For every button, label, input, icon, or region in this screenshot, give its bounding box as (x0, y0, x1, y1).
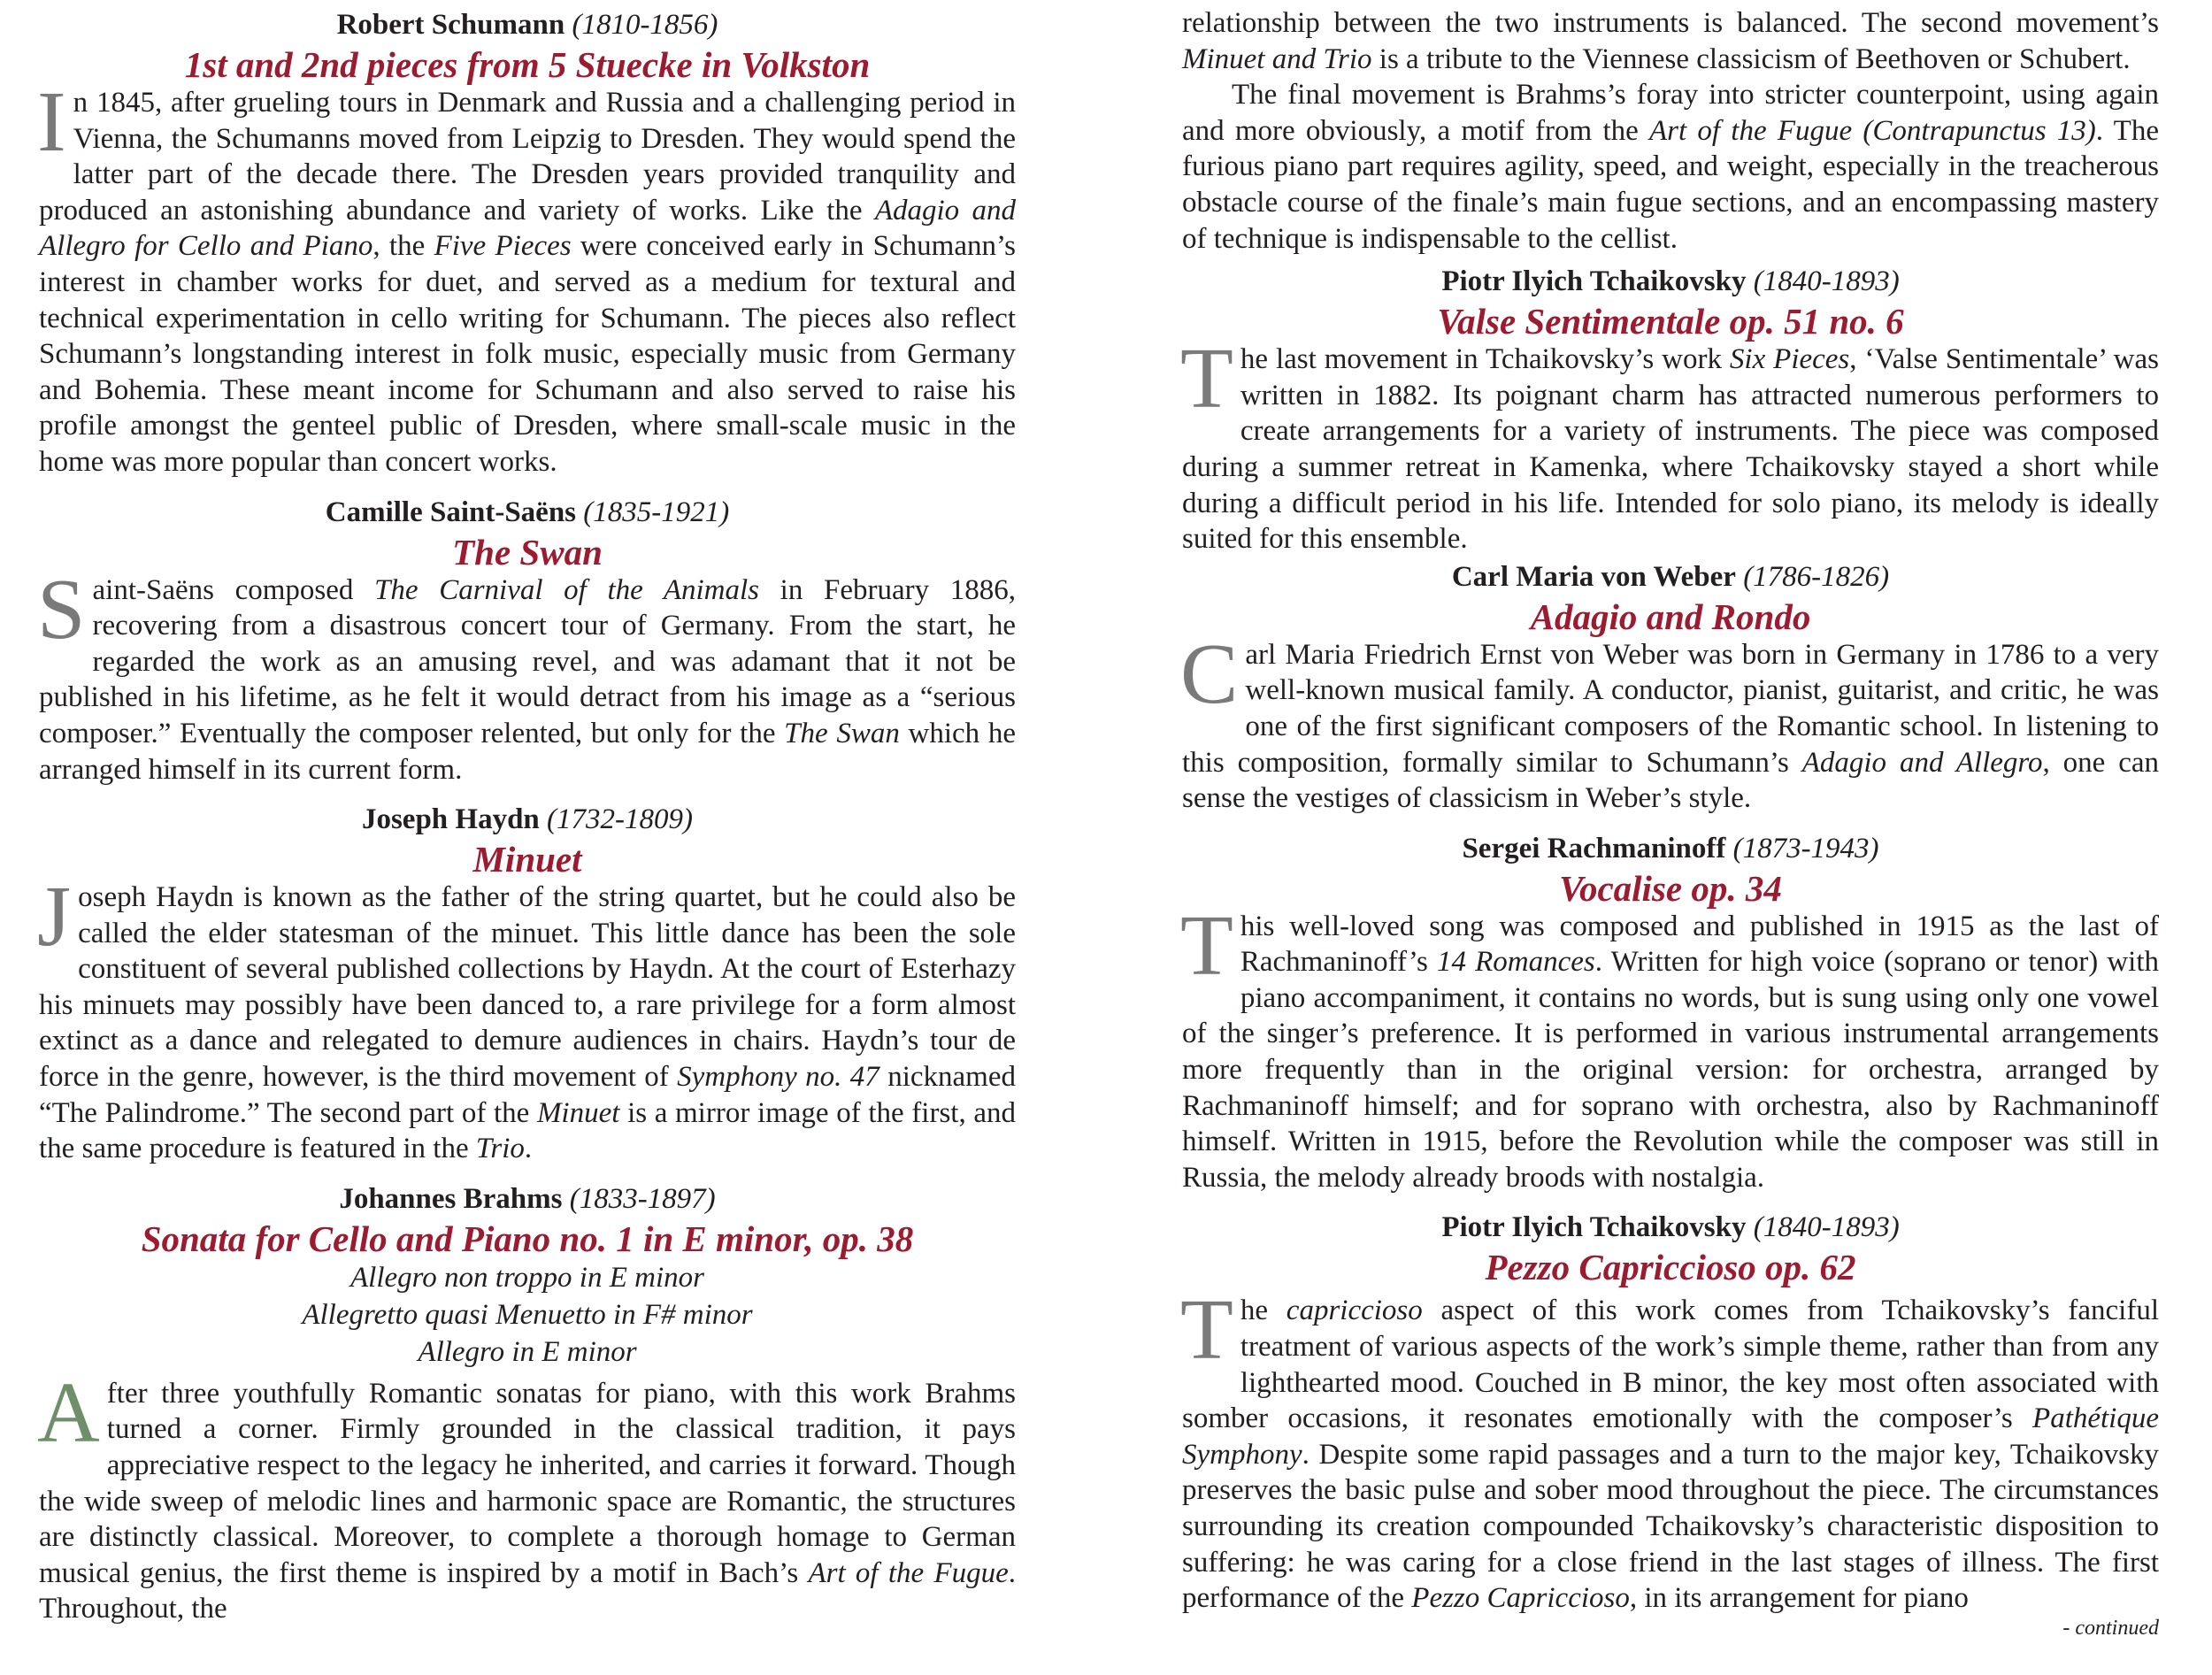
text-run: he last movement in Tchaikovsky’s work (1240, 343, 1730, 376)
composer-name: Camille Saint-Saëns (325, 496, 577, 528)
movement-3: Allegro in E minor (418, 1335, 637, 1368)
composer-heading (1182, 1208, 2159, 1247)
section-brahms-continued (1182, 5, 2159, 257)
composer-dates: (1786-1826) (1743, 560, 1890, 593)
composer-name: Johannes Brahms (339, 1182, 563, 1215)
composer-heading (39, 1179, 1016, 1218)
text-run: oseph Haydn is known as the father of the string quartet, but he could also be called the elder statesman of the minuet. This little dance has been the sole constituent of several published collections by Haydn. At the court of Esterhazy his minuets may possibly have been danced to, a rare privilege for a form almost extinct as a dance and relegated to demure audiences in chairs. Haydn’s tour de force in the genre, however, is the third movement of (39, 881, 1016, 1094)
composer-dates: (1873-1943) (1732, 832, 1879, 864)
italic-run: Five Pieces (434, 230, 572, 263)
text-run: , ‘Valse Sentimentale’ was written in 1882. Its poignant charm has attracted numerous performers to create arrangements for a variety of instruments. The piece was composed during a summer retreat in Kamenka, where Tchaikovsky stayed a short while during a difficult period in his life. Intended for solo piano, its melody is ideally suited for this ensemble. (1182, 343, 2159, 556)
piece-title: Pezzo Capriccioso op. 62 (1485, 1247, 1856, 1288)
italic-run: Trio (475, 1133, 525, 1165)
drop-cap: T (1180, 1282, 1233, 1379)
drop-cap: T (1180, 331, 1233, 427)
section-text (37, 869, 1016, 1167)
composer-name: Robert Schumann (336, 9, 565, 41)
piece-title: Sonata for Cello and Piano no. 1 in E minor, op. 38 (141, 1218, 914, 1259)
section-weber (1182, 557, 2159, 817)
text-run: . Written for high voice (soprano or tenor) with piano accompaniment, it contains no words, but is sung using only one vowel of the singer’s preference. It is performed in various instrumental arrangements more frequently than in the original version: for orchestra, arranged by Rachmaninoff himself; and for soprano with orchestra, also by Rachmaninoff himself. Written in 1915, before the Revolution while the composer was still in Russia, the melody already broods with nostalgia. (1182, 946, 2159, 1194)
italic-run: Minuet and Trio (1182, 42, 1372, 75)
section-text (37, 74, 1016, 480)
section-schumann (39, 5, 1016, 480)
drop-cap: S (37, 561, 86, 657)
text-run: he (1240, 1295, 1286, 1327)
text-run: in February 1886, recovering from a disastrous concert tour of Germany. From the start, he regarded the work as an amusing revel, and was adamant that it not be published in his lifetime, as he felt it would detract from his image as a “serious composer.” Eventually the composer relented, but only for the (39, 573, 1016, 749)
drop-cap: I (37, 74, 66, 170)
text-run: , the (373, 230, 434, 263)
section-haydn (39, 800, 1016, 1167)
italic-run: Adagio and Allegro (1801, 746, 2043, 779)
section-text (1180, 897, 2159, 1196)
italic-run: capriccioso (1286, 1295, 1423, 1327)
composer-name: Piotr Ilyich Tchaikovsky (1441, 1211, 1747, 1244)
text-run: is a tribute to the Viennese classicism of Beethoven or Schubert. (1371, 42, 2131, 75)
composer-name: Carl Maria von Weber (1451, 560, 1736, 593)
italic-run: Pezzo Capriccioso (1411, 1582, 1630, 1615)
composer-heading (1182, 557, 2159, 596)
composer-heading (1182, 262, 2159, 301)
composer-heading (39, 493, 1016, 532)
right-column (1182, 5, 2159, 1643)
text-run: . Throughout, the (39, 1556, 1016, 1625)
composer-name: Sergei Rachmaninoff (1462, 832, 1726, 864)
drop-cap: C (1180, 626, 1239, 722)
italic-run: Pathétique Symphony (1182, 1402, 2159, 1471)
composer-dates: (1810-1856) (572, 9, 718, 41)
text-run: . The furious piano part requires agility, speed, and weight, especially in the treacherous obstacle course of the finale’s main fugue sections, and an encompassing mastery of technique is indispensable to the cellist. (1182, 114, 2159, 255)
text-run: arl Maria Friedrich Ernst von Weber was born in Germany in 1786 to a very well-known musical family. A conductor, pianist, guitarist, and critic, he was one of the first significant composers of the Romantic school. In listening to this composition, formally similar to Schumann’s (1182, 638, 2159, 779)
text-run: , one can sense the vestiges of classicism in Weber’s style. (1182, 746, 2159, 815)
text-run: . Despite some rapid passages and a turn to the major key, Tchaikovsky preserves the basic pulse and sober mood throughout the piece. The circumstances surrounding its creation compounded Tchaikovsky’s characteristic disposition to suffering: he was caring for a close friend in the last stages of illness. The first performance of the (1182, 1438, 2159, 1615)
text-run: , in its arrangement for piano (1629, 1582, 1969, 1615)
composer-heading (39, 5, 1016, 44)
section-text (1180, 331, 2159, 557)
italic-run: Minuet (536, 1096, 620, 1129)
text-run: his well-loved song was composed and published in 1915 as the last of Rachmaninoff’s (1240, 910, 2159, 979)
composer-dates: (1840-1893) (1753, 265, 1900, 298)
italic-run: The Swan (784, 717, 900, 749)
italic-run: Six Pieces (1729, 343, 1850, 376)
left-column (39, 5, 1016, 1627)
text-run: n 1845, after grueling tours in Denmark and Russia and a challenging period in Vienna, the Schumanns moved from Leipzig to Dresden. They would spend the latter part of the decade there. The Dresden years provided tranquility and produced an astonishing abundance and variety of works. Like the (39, 87, 1016, 227)
piece-title: Vocalise op. 34 (1559, 867, 1782, 909)
composer-dates: (1835-1921) (583, 496, 730, 528)
drop-cap: T (1180, 897, 1233, 994)
section-saint-saens (39, 493, 1016, 788)
movement-1: Allegro non troppo in E minor (350, 1261, 704, 1294)
piece-title: Minuet (472, 839, 582, 880)
section-text (1180, 1282, 2159, 1616)
composer-dates: (1840-1893) (1753, 1211, 1900, 1244)
section-tchaikovsky-valse (1182, 262, 2159, 557)
text-run: . (524, 1133, 533, 1165)
section-text (37, 1364, 1016, 1627)
italic-run: 14 Romances (1437, 946, 1595, 979)
section-text (37, 561, 1016, 788)
section-brahms (39, 1179, 1016, 1627)
text-run: nicknamed “The Palindrome.” The second part of the (39, 1061, 1016, 1129)
section-tchaikovsky-pezzo (1182, 1208, 2159, 1642)
text-run: fter three youthfully Romantic sonatas for piano, with this work Brahms turned a corner. Firmly grounded in the classical tradition, it pays appreciative respect to the legacy he inherited, and carries it forward. Though the wide sweep of melodic lines and harmonic space are Romantic, the structures are distinctly classical. Moreover, to complete a thorough homage to German musical genius, the first theme is inspired by a motif in Bach’s (39, 1377, 1016, 1589)
continued-note: - continued (2062, 1616, 2159, 1640)
section-rachmaninoff (1182, 829, 2159, 1196)
composer-dates: (1833-1897) (569, 1182, 716, 1215)
composer-name: Piotr Ilyich Tchaikovsky (1441, 265, 1747, 298)
drop-cap: J (37, 869, 72, 965)
movement-2: Allegretto quasi Menuetto in F# minor (302, 1298, 753, 1331)
drop-cap: A (37, 1364, 100, 1461)
piece-title: 1st and 2nd pieces from 5 Stuecke in Volkston (184, 44, 871, 85)
italic-run: The Carnival of the Animals (374, 573, 760, 606)
italic-run: Art of the Fugue (Contrapunctus 13) (1649, 114, 2096, 147)
piece-title: Valse Sentimentale op. 51 no. 6 (1437, 301, 1904, 342)
text-run: aspect of this work comes from Tchaikovsky’s fanciful treatment of various aspects of the work’s simple theme, rather than from any lighthearted mood. Couched in B minor, the key most often associated with somber occasions, it resonates emotionally with the composer’s (1182, 1295, 2159, 1435)
section-text (1182, 5, 2159, 257)
italic-run: Art of the Fugue (808, 1556, 1009, 1589)
text-run: aint-Saëns composed (92, 573, 375, 606)
composer-name: Joseph Haydn (361, 803, 540, 836)
text-run: relationship between the two instruments is balanced. The second movement’s (1182, 7, 2159, 39)
text-run: is a mirror image of the first, and the same procedure is featured in the (39, 1096, 1016, 1165)
composer-heading (1182, 829, 2159, 868)
composer-heading (39, 800, 1016, 839)
text-run: were conceived early in Schumann’s interest in chamber works for duet, and served as a medium for textural and technical experimentation in cello writing for Schumann. The pieces also reflect Schumann’s longstanding interest in folk music, especially music from Germany and Bohemia. These meant income for Schumann and also served to raise his profile amongst the genteel public of Dresden, where small-scale music in the home was more popular than concert works. (39, 230, 1016, 478)
text-run: which he arranged himself in its current form. (39, 717, 1016, 786)
section-text (1180, 626, 2159, 817)
piece-title: Adagio and Rondo (1530, 595, 1811, 637)
text-run: The final movement is Brahms’s foray into stricter counterpoint, using again and more obviously, a motif from the (1182, 79, 2159, 147)
composer-dates: (1732-1809) (547, 803, 694, 836)
italic-run: Adagio and Allegro for Cello and Piano (39, 194, 1016, 263)
italic-run: Symphony no. 47 (677, 1061, 879, 1094)
piece-title: The Swan (452, 531, 603, 572)
